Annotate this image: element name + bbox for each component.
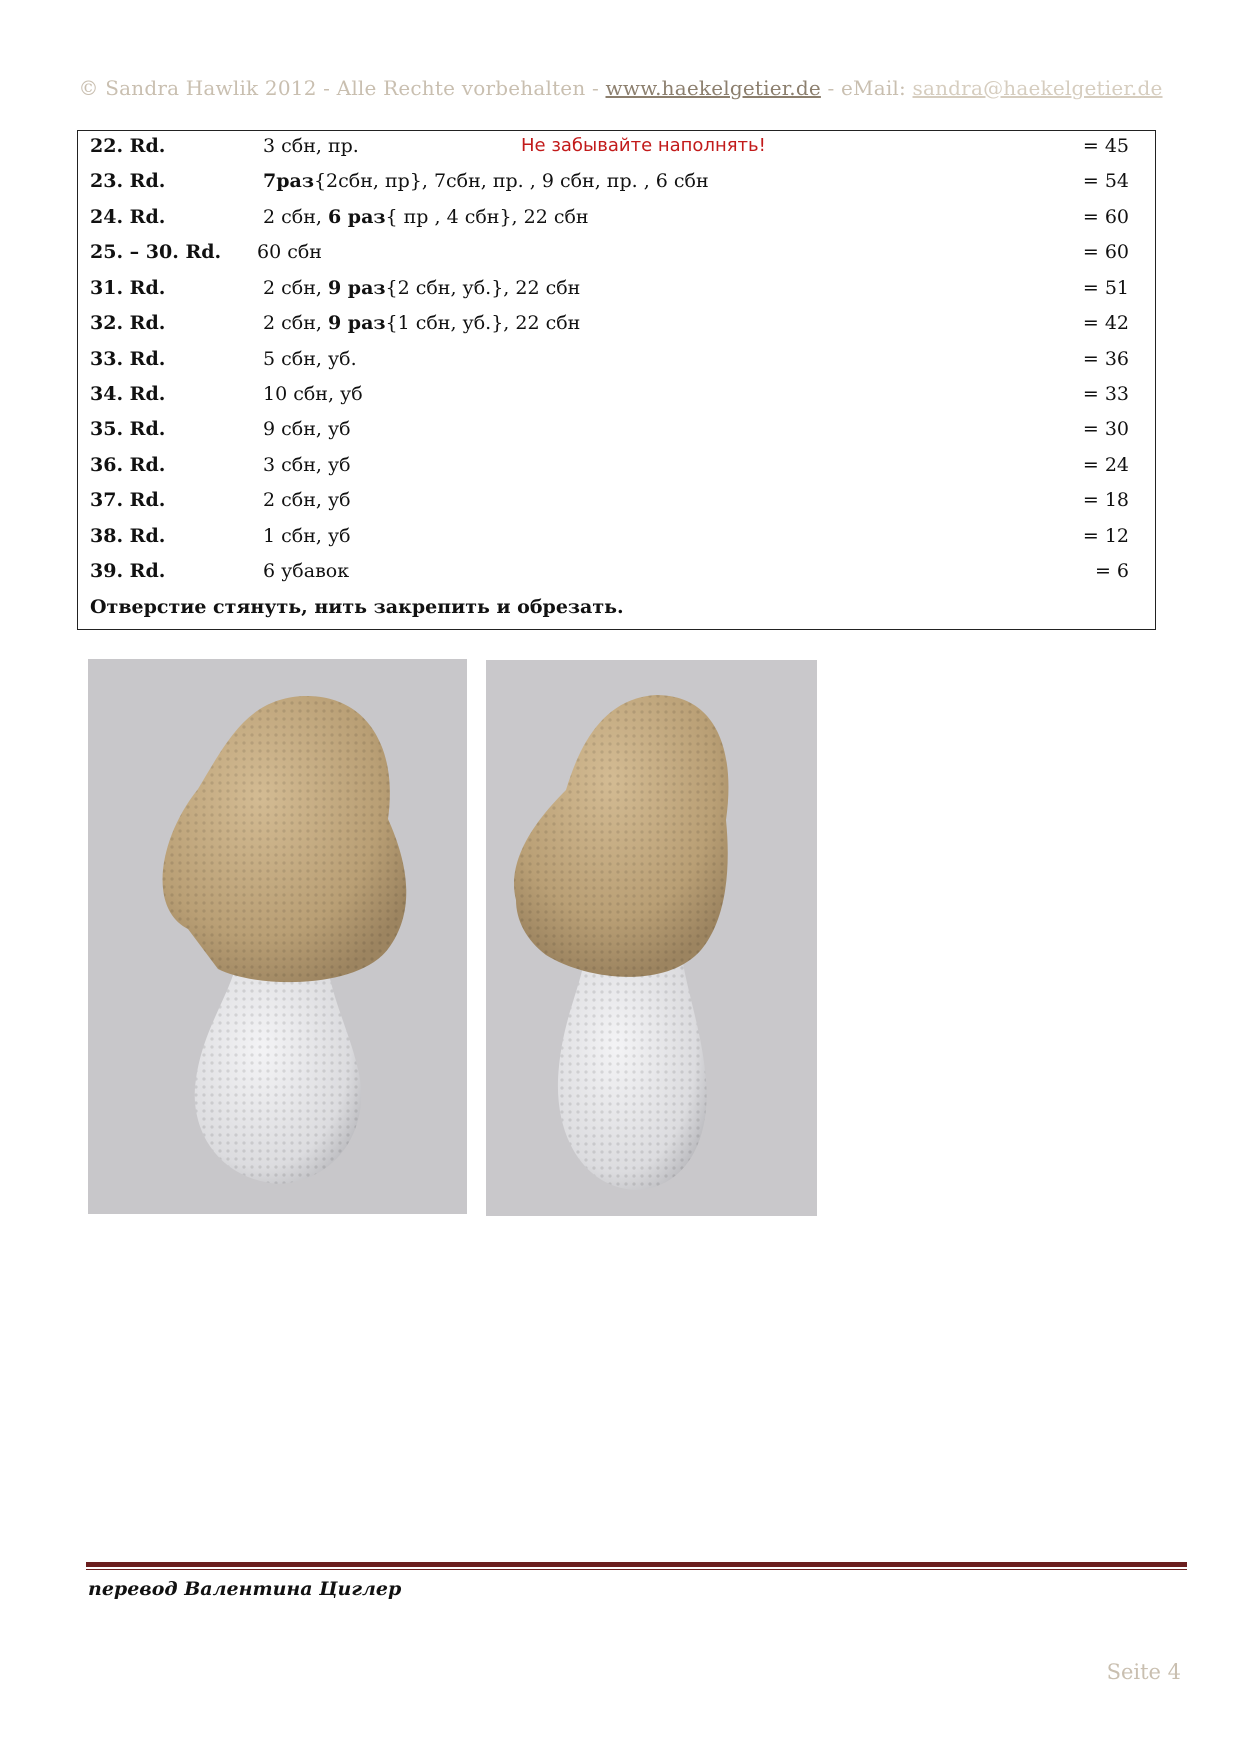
repeat-detail: { пр , 4 сбн}, 22 сбн bbox=[385, 206, 589, 228]
round-instruction bbox=[263, 170, 709, 192]
round-label: 33. Rd. bbox=[90, 348, 166, 370]
pattern-row bbox=[78, 418, 1155, 453]
round-label: 25. – 30. Rd. bbox=[90, 241, 222, 263]
stitch-count: = 6 bbox=[1094, 560, 1129, 582]
mushroom-photo-front bbox=[88, 659, 467, 1214]
repeat-count: 6 раз bbox=[327, 206, 386, 228]
round-label: 22. Rd. bbox=[90, 135, 166, 157]
round-label: 39. Rd. bbox=[90, 560, 166, 582]
pattern-row bbox=[78, 454, 1155, 489]
stitch-count: = 18 bbox=[1082, 489, 1129, 511]
mushroom-front-illustration bbox=[88, 659, 467, 1214]
repeat-count: 7раз bbox=[263, 170, 314, 192]
instruction-prefix: 2 сбн, bbox=[263, 206, 328, 228]
round-label: 34. Rd. bbox=[90, 383, 166, 405]
stitch-count: = 12 bbox=[1082, 525, 1129, 547]
round-instruction: 10 сбн, уб bbox=[263, 383, 363, 405]
stitch-count: = 33 bbox=[1082, 383, 1129, 405]
stitch-count: = 60 bbox=[1082, 241, 1129, 263]
round-label: 24. Rd. bbox=[90, 206, 166, 228]
page-number: Seite 4 bbox=[1106, 1660, 1181, 1684]
website-link[interactable]: www.haekelgetier.de bbox=[605, 76, 821, 100]
pattern-row bbox=[78, 241, 1155, 276]
instruction-prefix: 2 сбн, bbox=[263, 312, 328, 334]
pattern-row bbox=[78, 206, 1155, 241]
round-instruction bbox=[263, 206, 589, 228]
round-label: 31. Rd. bbox=[90, 277, 166, 299]
round-label: 38. Rd. bbox=[90, 525, 166, 547]
round-instruction: 3 сбн, уб bbox=[263, 454, 351, 476]
pattern-row bbox=[78, 135, 1155, 170]
repeat-detail: {2сбн, пр}, 7сбн, пр. , 9 сбн, пр. , 6 сбн bbox=[313, 170, 709, 192]
repeat-detail: {1 сбн, уб.}, 22 сбн bbox=[385, 312, 581, 334]
pattern-row bbox=[78, 348, 1155, 383]
stitch-count: = 51 bbox=[1082, 277, 1129, 299]
repeat-count: 9 раз bbox=[327, 312, 386, 334]
round-instruction: 6 убавок bbox=[263, 560, 350, 582]
repeat-detail: {2 сбн, уб.}, 22 сбн bbox=[385, 277, 581, 299]
round-instruction: 5 сбн, уб. bbox=[263, 348, 357, 370]
copyright-text: © Sandra Hawlik 2012 - Alle Rechte vorbehalten - bbox=[78, 76, 606, 100]
round-instruction: 2 сбн, уб bbox=[263, 489, 351, 511]
pattern-row bbox=[78, 277, 1155, 312]
translator-credit: перевод Валентина Циглер bbox=[88, 1578, 402, 1600]
stitch-count: = 60 bbox=[1082, 206, 1129, 228]
repeat-count: 9 раз bbox=[327, 277, 386, 299]
round-label: 36. Rd. bbox=[90, 454, 166, 476]
pattern-row bbox=[78, 170, 1155, 205]
stitch-count: = 36 bbox=[1082, 348, 1129, 370]
mushroom-photo-side bbox=[486, 660, 817, 1216]
round-instruction bbox=[263, 312, 580, 334]
stitch-count: = 42 bbox=[1082, 312, 1129, 334]
mushroom-side-illustration bbox=[486, 660, 817, 1216]
finishing-instruction: Отверстие стянуть, нить закрепить и обрезать. bbox=[90, 596, 624, 618]
round-instruction: 60 сбн bbox=[257, 241, 322, 263]
pattern-table bbox=[77, 130, 1156, 630]
stitch-count: = 30 bbox=[1082, 418, 1129, 440]
round-label: 37. Rd. bbox=[90, 489, 166, 511]
round-instruction: 1 сбн, уб bbox=[263, 525, 351, 547]
pattern-row bbox=[78, 525, 1155, 560]
round-instruction bbox=[263, 277, 580, 299]
round-label: 23. Rd. bbox=[90, 170, 166, 192]
pattern-row bbox=[78, 560, 1155, 595]
stuffing-reminder: Не забывайте наполнять! bbox=[521, 135, 766, 156]
round-instruction: 9 сбн, уб bbox=[263, 418, 351, 440]
footer-divider-thin bbox=[86, 1569, 1187, 1570]
email-label: - eMail: bbox=[820, 76, 913, 100]
footer-divider bbox=[86, 1562, 1187, 1567]
stitch-count: = 45 bbox=[1082, 135, 1129, 157]
instruction-prefix: 2 сбн, bbox=[263, 277, 328, 299]
pattern-row bbox=[78, 312, 1155, 347]
pattern-row bbox=[78, 383, 1155, 418]
page-header bbox=[0, 76, 1241, 100]
email-link[interactable]: sandra@haekelgetier.de bbox=[912, 76, 1163, 100]
round-label: 32. Rd. bbox=[90, 312, 166, 334]
stitch-count: = 54 bbox=[1082, 170, 1129, 192]
stitch-count: = 24 bbox=[1082, 454, 1129, 476]
round-instruction: 3 сбн, пр. bbox=[263, 135, 359, 157]
round-label: 35. Rd. bbox=[90, 418, 166, 440]
pattern-row bbox=[78, 489, 1155, 524]
